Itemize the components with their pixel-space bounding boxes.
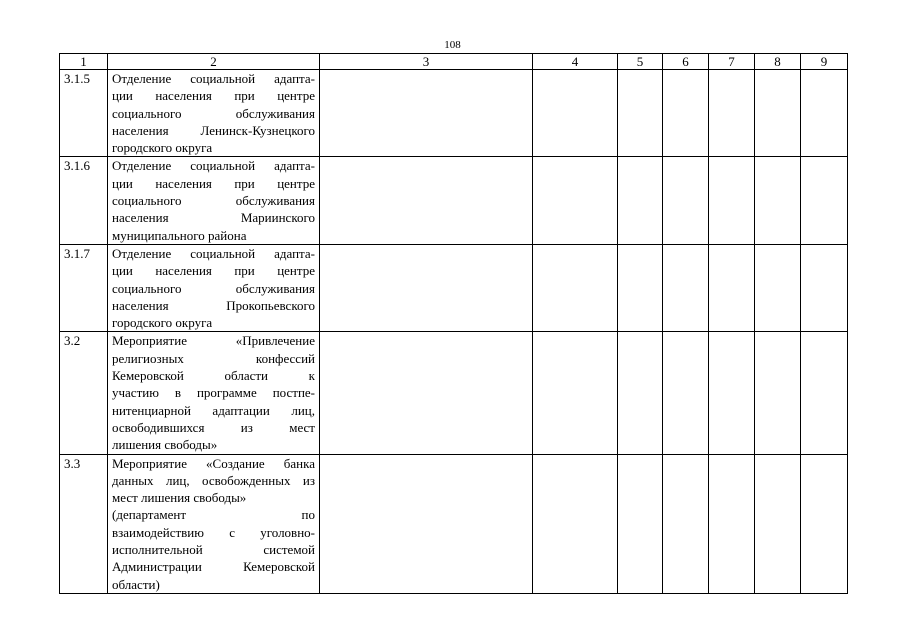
description-line: религиозных конфессий <box>112 350 315 366</box>
description-line: населения Прокопьевского <box>112 297 315 313</box>
description-line: мест лишения свободы» <box>112 490 247 506</box>
empty-cell-col-4 <box>533 244 618 331</box>
row-description-cell <box>108 157 320 244</box>
column-header-4: 4 <box>533 54 618 70</box>
empty-cell-col-5 <box>618 454 663 593</box>
description-line: социального обслуживания <box>112 105 315 121</box>
empty-cell-col-5 <box>618 70 663 157</box>
page-number: 108 <box>444 39 461 51</box>
row-description-cell <box>108 332 320 454</box>
empty-cell-col-8 <box>755 244 801 331</box>
description-line: ции населения при центре <box>112 263 315 279</box>
empty-cell-col-9 <box>801 70 848 157</box>
empty-cell-col-6 <box>663 454 709 593</box>
description-line: населения Ленинск-Кузнецкого <box>112 122 315 138</box>
empty-cell-col-4 <box>533 70 618 157</box>
empty-cell-col-7 <box>709 244 755 331</box>
description-line: городского округа <box>112 315 213 331</box>
empty-cell-col-4 <box>533 454 618 593</box>
empty-cell-col-7 <box>709 454 755 593</box>
empty-cell-col-3 <box>320 332 533 454</box>
column-header-8: 8 <box>755 54 801 70</box>
table-row <box>60 70 848 157</box>
empty-cell-col-8 <box>755 157 801 244</box>
column-header-2: 2 <box>108 54 320 70</box>
description-line: муниципального района <box>112 227 247 243</box>
empty-cell-col-3 <box>320 70 533 157</box>
description-line: Мероприятие «Привлечение <box>112 333 315 349</box>
description-line: городского округа <box>112 140 213 156</box>
description-line: Мероприятие «Создание банка <box>112 455 315 471</box>
table-row <box>60 157 848 244</box>
empty-cell-col-6 <box>663 157 709 244</box>
description-line: освободившихся из мест <box>112 419 315 435</box>
empty-cell-col-3 <box>320 244 533 331</box>
description-line: исполнительной системой <box>112 542 315 558</box>
description-line: социального обслуживания <box>112 193 315 209</box>
description-line: нитенциарной адаптации лиц, <box>112 402 315 418</box>
row-description-cell <box>108 70 320 157</box>
empty-cell-col-7 <box>709 157 755 244</box>
description-line: области) <box>112 576 160 592</box>
empty-cell-col-3 <box>320 157 533 244</box>
empty-cell-col-9 <box>801 332 848 454</box>
description-line: (департамент по <box>112 507 315 523</box>
empty-cell-col-5 <box>618 157 663 244</box>
empty-cell-col-8 <box>755 332 801 454</box>
empty-cell-col-9 <box>801 244 848 331</box>
row-number-cell: 3.1.6 <box>60 157 108 244</box>
table-row <box>60 332 848 454</box>
description-line: участию в программе постпе- <box>112 385 315 401</box>
description-line: Отделение социальной адапта- <box>112 158 315 174</box>
column-header-6: 6 <box>663 54 709 70</box>
empty-cell-col-3 <box>320 454 533 593</box>
description-line: взаимодействию с уголовно- <box>112 524 315 540</box>
description-line: ции населения при центре <box>112 88 315 104</box>
description-line: Отделение социальной адапта- <box>112 245 315 261</box>
empty-cell-col-6 <box>663 70 709 157</box>
description-line: социального обслуживания <box>112 280 315 296</box>
table-row <box>60 244 848 331</box>
description-line: Кемеровской области к <box>112 368 315 384</box>
table-body <box>60 70 848 594</box>
header-row <box>60 54 848 70</box>
row-number-cell: 3.1.7 <box>60 244 108 331</box>
description-line: населения Мариинского <box>112 210 315 226</box>
empty-cell-col-4 <box>533 332 618 454</box>
row-description-cell <box>108 454 320 593</box>
data-table <box>59 53 848 594</box>
column-header-7: 7 <box>709 54 755 70</box>
column-header-5: 5 <box>618 54 663 70</box>
description-line: ции населения при центре <box>112 175 315 191</box>
empty-cell-col-6 <box>663 244 709 331</box>
row-number-cell: 3.2 <box>60 332 108 454</box>
empty-cell-col-7 <box>709 332 755 454</box>
row-number-cell: 3.1.5 <box>60 70 108 157</box>
empty-cell-col-6 <box>663 332 709 454</box>
empty-cell-col-4 <box>533 157 618 244</box>
description-line: данных лиц, освобожденных из <box>112 472 315 488</box>
description-line: Администрации Кемеровской <box>112 559 315 575</box>
column-header-1: 1 <box>60 54 108 70</box>
empty-cell-col-5 <box>618 332 663 454</box>
empty-cell-col-9 <box>801 157 848 244</box>
column-header-9: 9 <box>801 54 848 70</box>
description-line: Отделение социальной адапта- <box>112 71 315 86</box>
empty-cell-col-9 <box>801 454 848 593</box>
row-number-cell: 3.3 <box>60 454 108 593</box>
description-line: лишения свободы» <box>112 437 218 453</box>
column-header-3: 3 <box>320 54 533 70</box>
empty-cell-col-7 <box>709 70 755 157</box>
empty-cell-col-8 <box>755 454 801 593</box>
row-description-cell <box>108 244 320 331</box>
empty-cell-col-5 <box>618 244 663 331</box>
empty-cell-col-8 <box>755 70 801 157</box>
table-row <box>60 454 848 593</box>
